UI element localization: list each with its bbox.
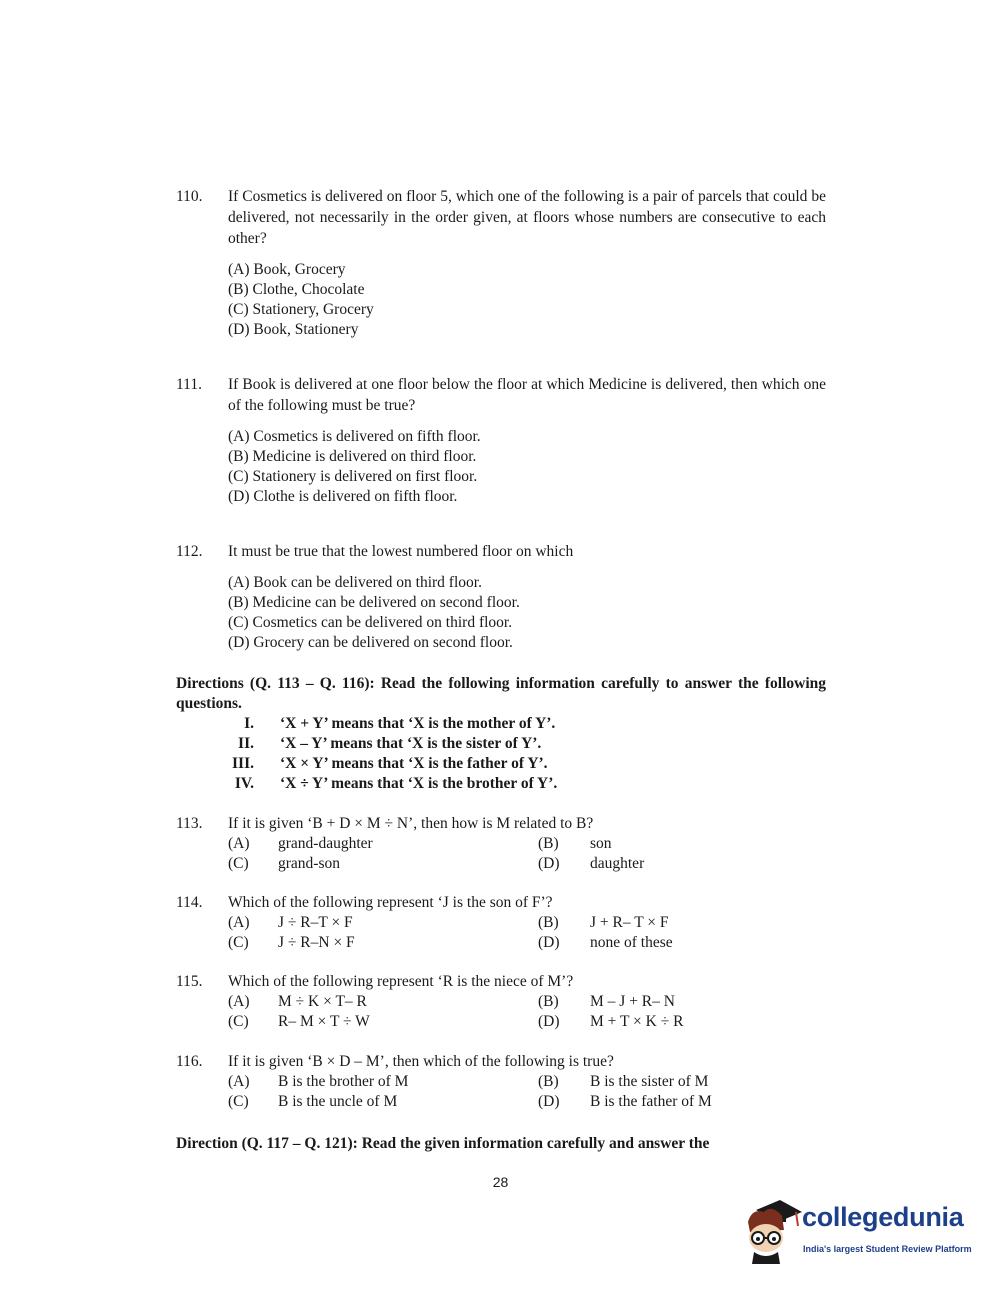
option-c-label: (C) (228, 934, 249, 951)
question-114 (176, 892, 826, 953)
option-d-label: (D) (538, 855, 560, 872)
option-b-label: (B) (538, 1073, 559, 1090)
option-a-label: (A) (228, 914, 250, 931)
question-number: 113. (176, 815, 203, 832)
logo-wordmark: collegedunia (802, 1202, 964, 1232)
option-d-label: (D) (538, 1013, 560, 1030)
question-110 (176, 186, 826, 340)
relation-rules (176, 714, 826, 794)
option-b: (B) Clothe, Chocolate (228, 281, 365, 298)
option-b: J + R– T × F (590, 914, 669, 931)
option-b-label: (B) (538, 835, 559, 852)
option-b: (B) Medicine can be delivered on second floor. (228, 594, 520, 611)
option-a: B is the brother of M (278, 1073, 409, 1090)
option-d: B is the father of M (590, 1093, 712, 1110)
question-text: Which of the following represent ‘J is the son of F’? (228, 894, 553, 911)
rule-number: IV. (234, 775, 254, 792)
option-c-label: (C) (228, 855, 249, 872)
options-list (228, 260, 826, 340)
question-text: Which of the following represent ‘R is the niece of M’? (228, 973, 574, 990)
question-116 (176, 1051, 826, 1112)
option-d-label: (D) (538, 1093, 560, 1110)
question-111 (176, 374, 826, 507)
directions-117-121: Direction (Q. 117 – Q. 121): Read the given information carefully and answer the (176, 1135, 710, 1152)
option-b-label: (B) (538, 914, 559, 931)
question-text: If Book is delivered at one floor below the floor at which Medicine is delivered, then which one of the following must be true? (228, 376, 826, 414)
question-number: 114. (176, 894, 203, 911)
question-text: If Cosmetics is delivered on floor 5, which one of the following is a pair of parcels that could be delivered, not necessarily in the order given, at floors whose numbers are consecutive to each other? (228, 188, 826, 247)
option-c-label: (C) (228, 1093, 249, 1110)
options-grid (228, 992, 826, 1032)
option-d: (D) Book, Stationery (228, 321, 359, 338)
option-c: (C) Stationery, Grocery (228, 301, 374, 318)
rule-item (176, 714, 826, 734)
collegedunia-logo (742, 1196, 972, 1266)
question-number: 115. (176, 973, 203, 990)
rule-text: ‘X ÷ Y’ means that ‘X is the brother of Y’. (280, 775, 558, 792)
rule-number: II. (238, 735, 254, 752)
option-a: M ÷ K × T– R (278, 993, 367, 1010)
option-c: R– M × T ÷ W (278, 1013, 370, 1030)
question-112 (176, 541, 826, 653)
option-c: (C) Cosmetics can be delivered on third floor. (228, 614, 513, 631)
option-b: (B) Medicine is delivered on third floor. (228, 448, 477, 465)
option-c: J ÷ R–N × F (278, 934, 355, 951)
option-b: M – J + R– N (590, 993, 675, 1010)
option-a: (A) Book can be delivered on third floor. (228, 574, 482, 591)
option-c: B is the uncle of M (278, 1093, 398, 1110)
question-number: 112. (176, 543, 203, 560)
options-grid (228, 1072, 826, 1112)
rule-item (176, 754, 826, 774)
question-113 (176, 813, 826, 874)
option-a-label: (A) (228, 835, 250, 852)
option-d: M + T × K ÷ R (590, 1013, 684, 1030)
option-d: none of these (590, 934, 673, 951)
question-number: 111. (176, 376, 202, 393)
options-grid (228, 913, 826, 953)
option-a: (A) Book, Grocery (228, 261, 346, 278)
question-text: If it is given ‘B × D – M’, then which of the following is true? (228, 1053, 614, 1070)
rule-text: ‘X × Y’ means that ‘X is the father of Y’. (280, 755, 548, 772)
page-number: 28 (492, 1174, 509, 1190)
logo-tagline: India's largest Student Review Platform (803, 1244, 972, 1254)
question-115 (176, 971, 826, 1032)
option-c: grand-son (278, 855, 340, 872)
option-d-label: (D) (538, 934, 560, 951)
option-d: daughter (590, 855, 645, 872)
option-b-label: (B) (538, 993, 559, 1010)
option-c: (C) Stationery is delivered on first floor. (228, 468, 478, 485)
options-list (228, 427, 826, 507)
option-a: J ÷ R–T × F (278, 914, 353, 931)
options-list (228, 573, 826, 653)
question-text: It must be true that the lowest numbered floor on which (228, 543, 574, 560)
rule-item (176, 734, 826, 754)
option-c-label: (C) (228, 1013, 249, 1030)
options-grid (228, 834, 826, 874)
rule-text: ‘X – Y’ means that ‘X is the sister of Y’. (280, 735, 542, 752)
question-number: 110. (176, 188, 203, 205)
option-a: (A) Cosmetics is delivered on fifth floor. (228, 428, 481, 445)
option-b: son (590, 835, 612, 852)
option-a-label: (A) (228, 1073, 250, 1090)
directions-113-116: Directions (Q. 113 – Q. 116): Read the following information carefully to answer the following questions. (176, 675, 826, 712)
rule-item (176, 774, 826, 794)
question-text: If it is given ‘B + D × M ÷ N’, then how is M related to B? (228, 815, 594, 832)
question-number: 116. (176, 1053, 203, 1070)
logo-mascot-icon (742, 1196, 802, 1266)
rule-number: III. (232, 755, 254, 772)
option-d: (D) Clothe is delivered on fifth floor. (228, 488, 458, 505)
rule-text: ‘X + Y’ means that ‘X is the mother of Y’. (280, 715, 556, 732)
option-a-label: (A) (228, 993, 250, 1010)
rule-number: I. (244, 715, 254, 732)
option-b: B is the sister of M (590, 1073, 709, 1090)
option-a: grand-daughter (278, 835, 373, 852)
option-d: (D) Grocery can be delivered on second floor. (228, 634, 513, 651)
